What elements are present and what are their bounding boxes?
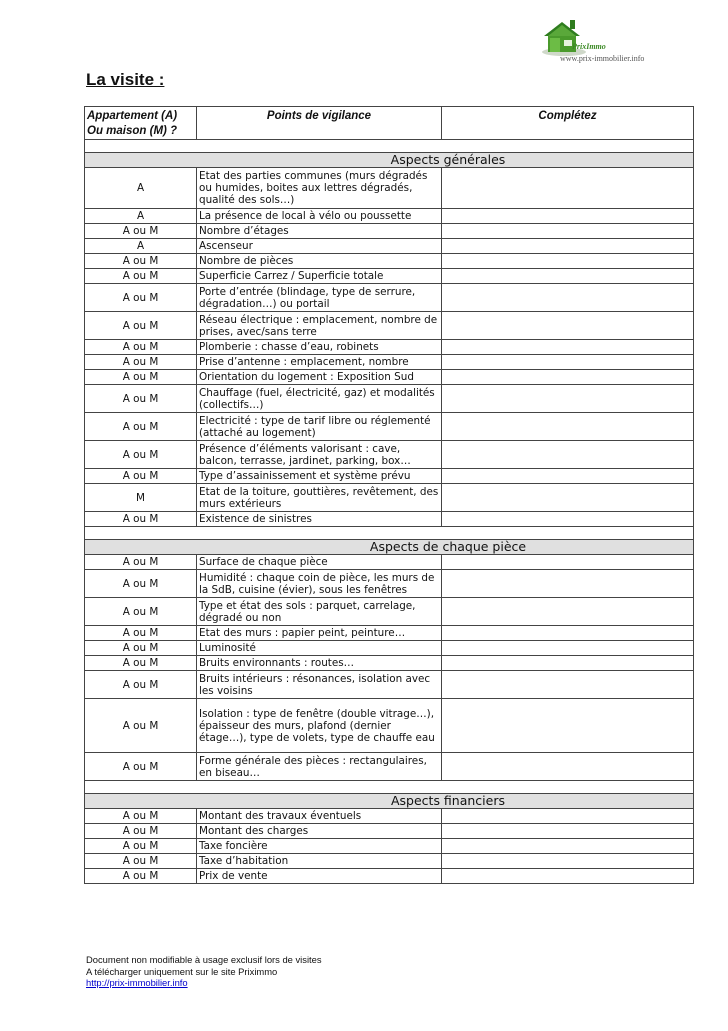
table-row bbox=[85, 224, 694, 239]
table-row bbox=[85, 809, 694, 824]
table-row bbox=[85, 555, 694, 570]
vigilance-point-cell: Prix de vente bbox=[197, 869, 442, 884]
table-row bbox=[85, 641, 694, 656]
footer-download: A télécharger uniquement sur le site Priximmo bbox=[86, 965, 278, 977]
property-type-cell: M bbox=[85, 484, 197, 512]
visit-checklist-table bbox=[84, 106, 694, 884]
footer bbox=[86, 954, 322, 989]
vigilance-point-cell: Ascenseur bbox=[197, 239, 442, 254]
spacer-row bbox=[85, 781, 694, 794]
vigilance-point-cell: Superficie Carrez / Superficie totale bbox=[197, 269, 442, 284]
vigilance-point-cell: Bruits environnants : routes… bbox=[197, 656, 442, 671]
table-row bbox=[85, 168, 694, 209]
vigilance-point-cell: Forme générale des pièces : rectangulaires, en biseau… bbox=[197, 753, 442, 781]
complete-cell[interactable] bbox=[442, 209, 694, 224]
vigilance-point-cell: Existence de sinistres bbox=[197, 512, 442, 527]
property-type-cell: A ou M bbox=[85, 641, 197, 656]
table-row bbox=[85, 854, 694, 869]
table-row bbox=[85, 312, 694, 340]
complete-cell[interactable] bbox=[442, 809, 694, 824]
property-type-cell: A ou M bbox=[85, 699, 197, 753]
table-row bbox=[85, 626, 694, 641]
table-row bbox=[85, 753, 694, 781]
complete-cell[interactable] bbox=[442, 385, 694, 413]
vigilance-point-cell: Taxe d’habitation bbox=[197, 854, 442, 869]
property-type-cell: A ou M bbox=[85, 224, 197, 239]
complete-cell[interactable] bbox=[442, 854, 694, 869]
section-header-row bbox=[85, 794, 694, 809]
complete-cell[interactable] bbox=[442, 839, 694, 854]
property-type-cell: A ou M bbox=[85, 598, 197, 626]
complete-cell[interactable] bbox=[442, 168, 694, 209]
property-type-cell: A bbox=[85, 168, 197, 209]
table-row bbox=[85, 239, 694, 254]
complete-cell[interactable] bbox=[442, 269, 694, 284]
section-header-row bbox=[85, 153, 694, 168]
vigilance-point-cell: Bruits intérieurs : résonances, isolation avec les voisins bbox=[197, 671, 442, 699]
vigilance-point-cell: Etat de la toiture, gouttières, revêtement, des murs extérieurs bbox=[197, 484, 442, 512]
logo-brand: PrixImmo bbox=[572, 42, 606, 51]
table-row bbox=[85, 484, 694, 512]
header-points: Points de vigilance bbox=[197, 107, 442, 140]
table-row bbox=[85, 441, 694, 469]
header-complete: Complétez bbox=[442, 107, 694, 140]
complete-cell[interactable] bbox=[442, 254, 694, 269]
complete-cell[interactable] bbox=[442, 626, 694, 641]
complete-cell[interactable] bbox=[442, 555, 694, 570]
vigilance-point-cell: Electricité : type de tarif libre ou réglementé (attaché au logement) bbox=[197, 413, 442, 441]
table-row bbox=[85, 269, 694, 284]
property-type-cell: A ou M bbox=[85, 854, 197, 869]
footer-notice: Document non modifiable à usage exclusif lors de visites bbox=[86, 954, 322, 965]
property-type-cell: A ou M bbox=[85, 469, 197, 484]
complete-cell[interactable] bbox=[442, 869, 694, 884]
complete-cell[interactable] bbox=[442, 284, 694, 312]
property-type-cell: A ou M bbox=[85, 441, 197, 469]
table-row bbox=[85, 598, 694, 626]
complete-cell[interactable] bbox=[442, 239, 694, 254]
property-type-cell: A ou M bbox=[85, 269, 197, 284]
property-type-cell: A ou M bbox=[85, 839, 197, 854]
property-type-cell: A ou M bbox=[85, 555, 197, 570]
table-row bbox=[85, 370, 694, 385]
table-header-row bbox=[85, 107, 694, 140]
vigilance-point-cell: Nombre de pièces bbox=[197, 254, 442, 269]
property-type-cell: A ou M bbox=[85, 512, 197, 527]
complete-cell[interactable] bbox=[442, 355, 694, 370]
vigilance-point-cell: Montant des charges bbox=[197, 824, 442, 839]
section-header-row bbox=[85, 540, 694, 555]
vigilance-point-cell: Prise d’antenne : emplacement, nombre bbox=[197, 355, 442, 370]
table-row bbox=[85, 284, 694, 312]
property-type-cell: A ou M bbox=[85, 413, 197, 441]
property-type-cell: A ou M bbox=[85, 671, 197, 699]
vigilance-point-cell: Etat des parties communes (murs dégradés ou humides, boites aux lettres dégradés, qualité des sols…) bbox=[197, 168, 442, 209]
spacer-cell bbox=[85, 140, 694, 153]
vigilance-point-cell: Type d’assainissement et système prévu bbox=[197, 469, 442, 484]
table-row bbox=[85, 671, 694, 699]
section-title: Aspects financiers bbox=[85, 794, 694, 809]
complete-cell[interactable] bbox=[442, 753, 694, 781]
vigilance-point-cell: Luminosité bbox=[197, 641, 442, 656]
priximmo-logo bbox=[536, 14, 656, 68]
vigilance-point-cell: Etat des murs : papier peint, peinture… bbox=[197, 626, 442, 641]
property-type-cell: A ou M bbox=[85, 284, 197, 312]
complete-cell[interactable] bbox=[442, 656, 694, 671]
property-type-cell: A ou M bbox=[85, 340, 197, 355]
complete-cell[interactable] bbox=[442, 512, 694, 527]
property-type-cell: A ou M bbox=[85, 656, 197, 671]
property-type-cell: A bbox=[85, 239, 197, 254]
complete-cell[interactable] bbox=[442, 413, 694, 441]
table-row bbox=[85, 824, 694, 839]
header-type: Appartement (A) Ou maison (M) ? bbox=[85, 107, 197, 140]
table-row bbox=[85, 869, 694, 884]
spacer-row bbox=[85, 527, 694, 540]
complete-cell[interactable] bbox=[442, 340, 694, 355]
vigilance-point-cell: La présence de local à vélo ou poussette bbox=[197, 209, 442, 224]
table-row bbox=[85, 699, 694, 753]
table-row bbox=[85, 355, 694, 370]
vigilance-point-cell: Type et état des sols : parquet, carrelage, dégradé ou non bbox=[197, 598, 442, 626]
vigilance-point-cell: Présence d’éléments valorisant : cave, balcon, terrasse, jardinet, parking, box… bbox=[197, 441, 442, 469]
complete-cell[interactable] bbox=[442, 699, 694, 753]
property-type-cell: A ou M bbox=[85, 355, 197, 370]
spacer-row bbox=[85, 140, 694, 153]
footer-link[interactable]: http://prix-immobilier.info bbox=[86, 977, 188, 988]
vigilance-point-cell: Plomberie : chasse d’eau, robinets bbox=[197, 340, 442, 355]
table-row bbox=[85, 469, 694, 484]
property-type-cell: A ou M bbox=[85, 753, 197, 781]
complete-cell[interactable] bbox=[442, 641, 694, 656]
vigilance-point-cell: Orientation du logement : Exposition Sud bbox=[197, 370, 442, 385]
vigilance-point-cell: Taxe foncière bbox=[197, 839, 442, 854]
vigilance-point-cell: Isolation : type de fenêtre (double vitrage…), épaisseur des murs, plafond (dernier étage…), type de volets, type de chauffe eau bbox=[197, 699, 442, 753]
property-type-cell: A bbox=[85, 209, 197, 224]
property-type-cell: A ou M bbox=[85, 312, 197, 340]
property-type-cell: A ou M bbox=[85, 824, 197, 839]
table-row bbox=[85, 570, 694, 598]
property-type-cell: A ou M bbox=[85, 809, 197, 824]
table-row bbox=[85, 254, 694, 269]
property-type-cell: A ou M bbox=[85, 370, 197, 385]
complete-cell[interactable] bbox=[442, 312, 694, 340]
property-type-cell: A ou M bbox=[85, 869, 197, 884]
table-row bbox=[85, 839, 694, 854]
table-row bbox=[85, 209, 694, 224]
table-row bbox=[85, 512, 694, 527]
vigilance-point-cell: Humidité : chaque coin de pièce, les murs de la SdB, cuisine (évier), sous les fenêtres bbox=[197, 570, 442, 598]
complete-cell[interactable] bbox=[442, 598, 694, 626]
vigilance-point-cell: Chauffage (fuel, électricité, gaz) et modalités (collectifs…) bbox=[197, 385, 442, 413]
property-type-cell: A ou M bbox=[85, 570, 197, 598]
vigilance-point-cell: Montant des travaux éventuels bbox=[197, 809, 442, 824]
vigilance-point-cell: Surface de chaque pièce bbox=[197, 555, 442, 570]
table-row bbox=[85, 413, 694, 441]
vigilance-point-cell: Réseau électrique : emplacement, nombre de prises, avec/sans terre bbox=[197, 312, 442, 340]
complete-cell[interactable] bbox=[442, 224, 694, 239]
vigilance-point-cell: Nombre d’étages bbox=[197, 224, 442, 239]
vigilance-point-cell: Porte d’entrée (blindage, type de serrure, dégradation…) ou portail bbox=[197, 284, 442, 312]
logo-url: www.prix-immobilier.info bbox=[560, 54, 645, 63]
property-type-cell: A ou M bbox=[85, 626, 197, 641]
table-row bbox=[85, 385, 694, 413]
complete-cell[interactable] bbox=[442, 570, 694, 598]
property-type-cell: A ou M bbox=[85, 254, 197, 269]
section-title: Aspects de chaque pièce bbox=[85, 540, 694, 555]
complete-cell[interactable] bbox=[442, 484, 694, 512]
complete-cell[interactable] bbox=[442, 441, 694, 469]
page-title: La visite : bbox=[86, 70, 165, 89]
property-type-cell: A ou M bbox=[85, 385, 197, 413]
complete-cell[interactable] bbox=[442, 370, 694, 385]
table-row bbox=[85, 656, 694, 671]
complete-cell[interactable] bbox=[442, 824, 694, 839]
spacer-cell bbox=[85, 781, 694, 794]
complete-cell[interactable] bbox=[442, 469, 694, 484]
complete-cell[interactable] bbox=[442, 671, 694, 699]
table-row bbox=[85, 340, 694, 355]
section-title: Aspects générales bbox=[85, 153, 694, 168]
spacer-cell bbox=[85, 527, 694, 540]
